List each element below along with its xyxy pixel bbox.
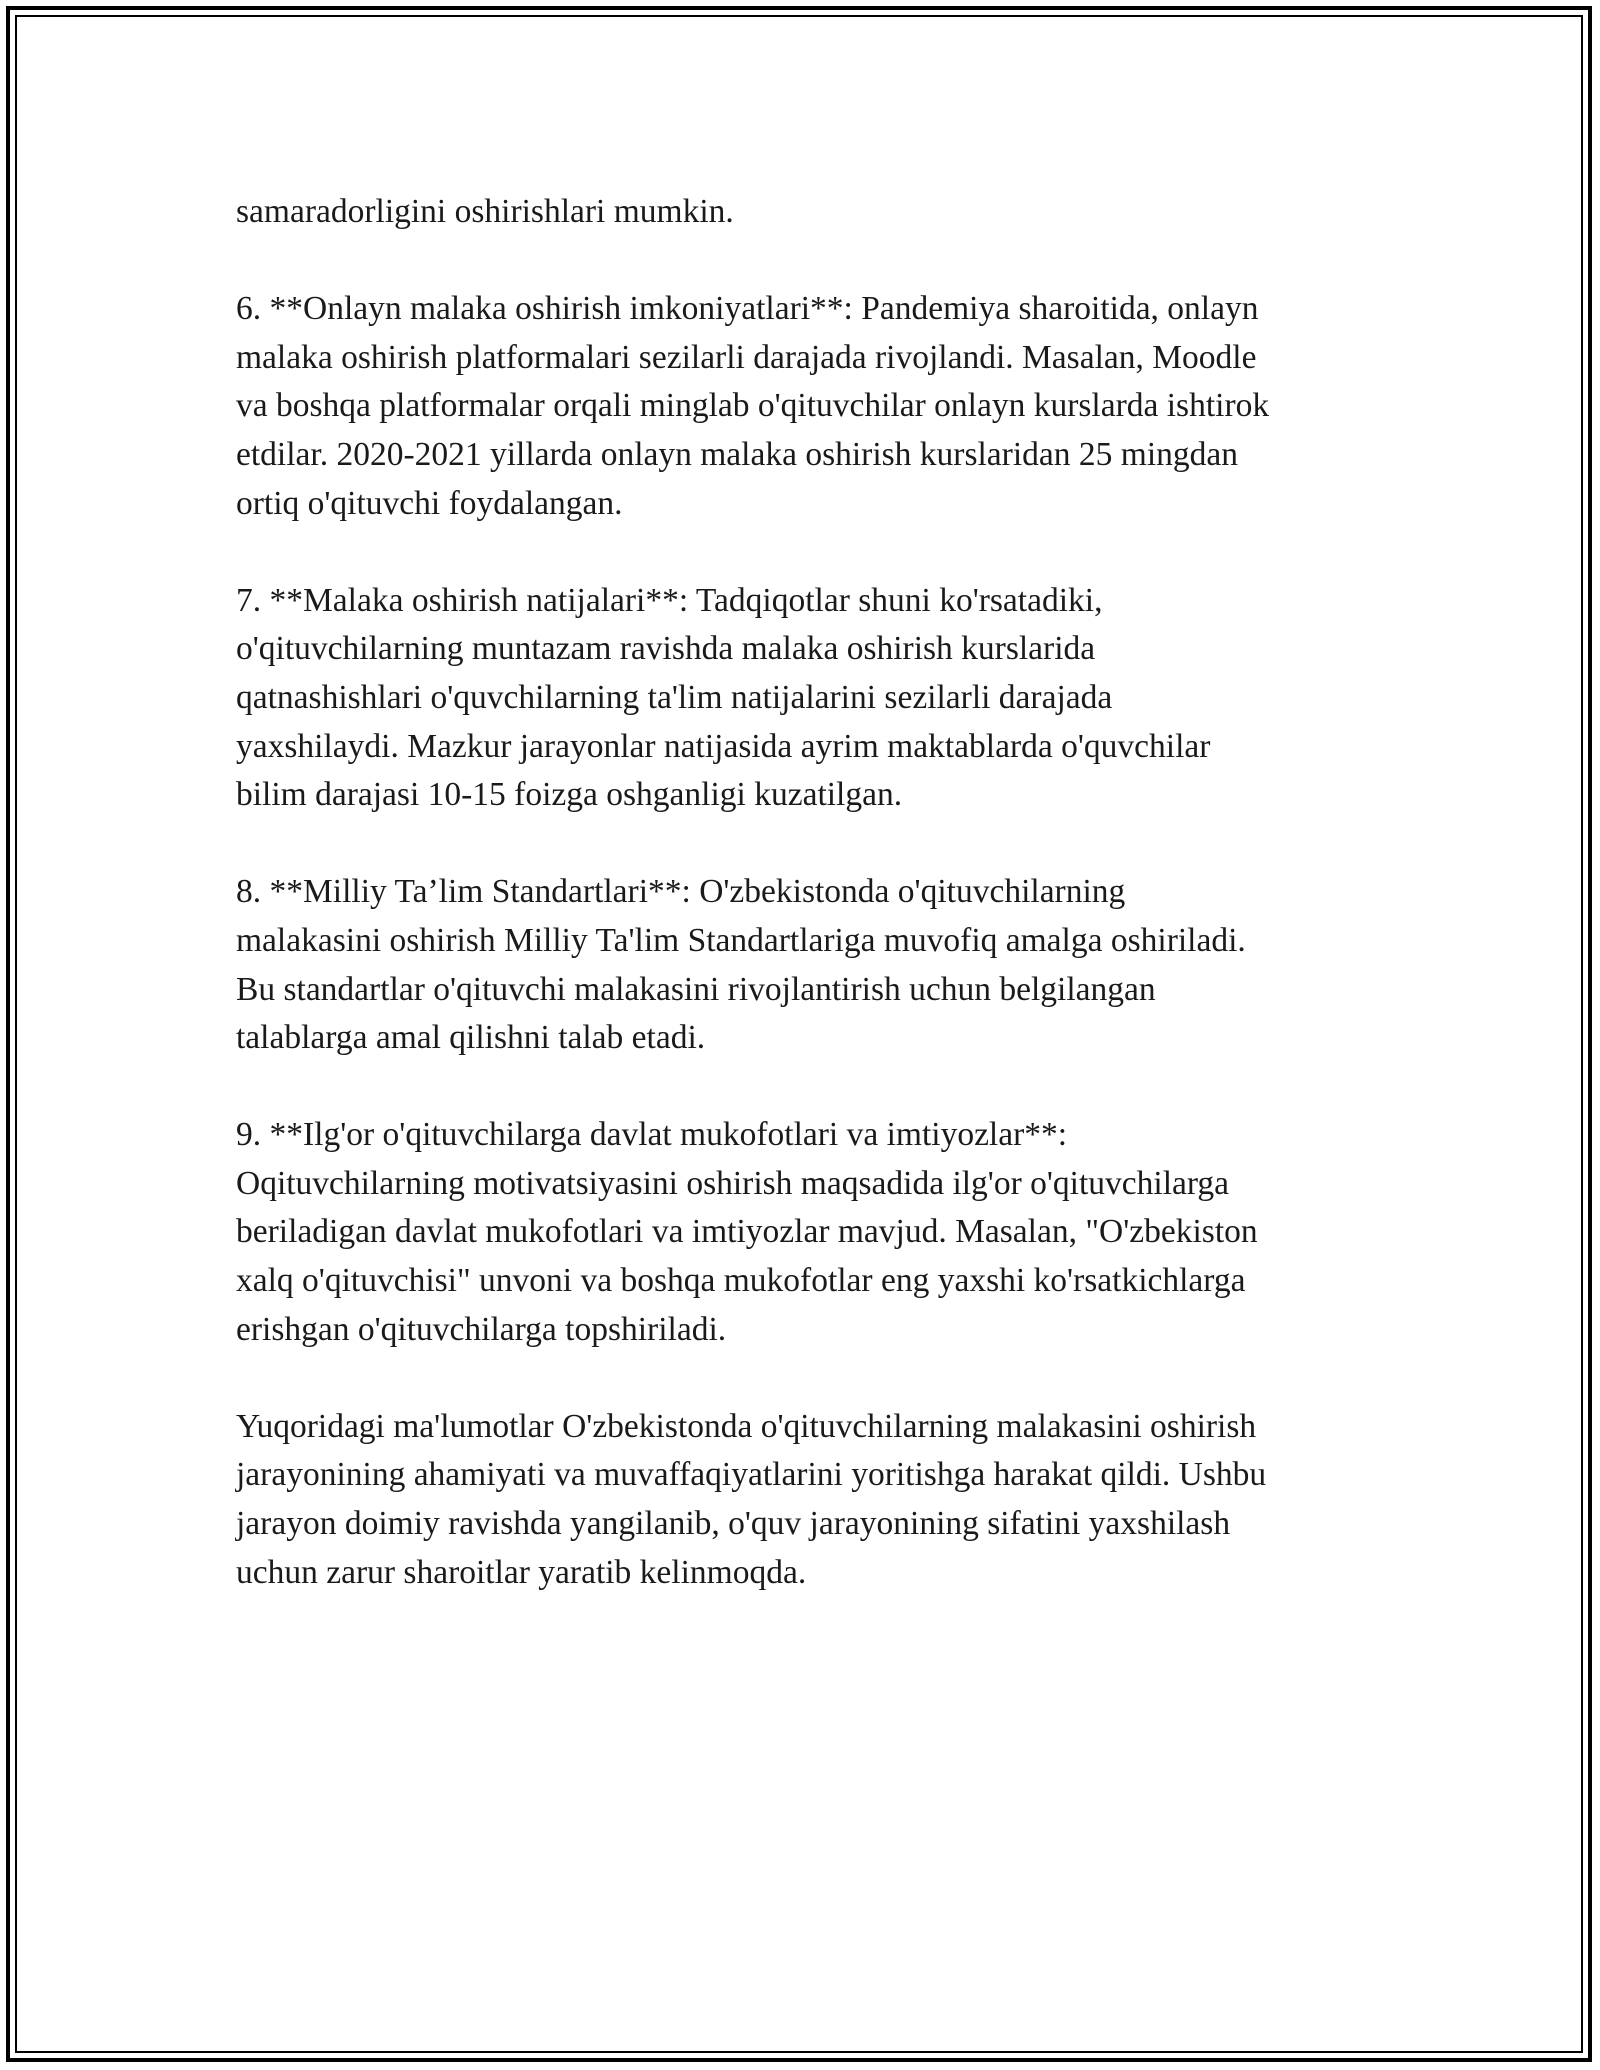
paragraph-item-8: 8. **Milliy Ta’lim Standartlari**: O'zbekistonda o'qituvchilarning malakasini oshirish Milliy Ta'lim Standartlariga muvofiq amalga oshiriladi. Bu standartlar o'qituvchi malakasini rivojlantirish uchun belgilangan talablarga amal qilishni talab etadi.	[236, 873, 1246, 1057]
paragraph-conclusion: Yuqoridagi ma'lumotlar O'zbekistonda o'qituvchilarning malakasini oshirish jarayonining ahamiyati va muvaffaqiyatlarini yoritishga harakat qildi. Ushbu jarayon doimiy ravishda yangilanib, o'quv jarayonining sifatini yaxshilash uchun zarur sharoitlar yaratib kelinmoqda.	[236, 1407, 1267, 1591]
paragraph-continuation: samaradorligini oshirishlari mumkin.	[236, 193, 734, 230]
paragraph-item-7: 7. **Malaka oshirish natijalari**: Tadqiqotlar shuni ko'rsatadiki, o'qituvchilarning muntazam ravishda malaka oshirish kurslarida qatnashishlari o'quvchilarning ta'lim natijalarini sezilarli darajada yaxshilaydi. Mazkur jarayonlar natijasida ayrim maktablarda o'quvchilar bilim darajasi 10-15 foizga oshganligi kuzatilgan.	[236, 581, 1211, 814]
document-body	[236, 188, 1366, 1646]
paragraph-item-6: 6. **Onlayn malaka oshirish imkoniyatlari**: Pandemiya sharoitida, onlayn malaka oshirish platformalari sezilarli darajada rivojlandi. Masalan, Moodle va boshqa platformalar orqali minglab o'qituvchilar onlayn kurslarda ishtirok etdilar. 2020-2021 yillarda onlayn malaka oshirish kurslaridan 25 mingdan ortiq o'qituvchi foydalangan.	[236, 290, 1270, 522]
paragraph-item-9: 9. **Ilg'or o'qituvchilarga davlat mukofotlari va imtiyozlar**: Oqituvchilarning motivatsiyasini oshirish maqsadida ilg'or o'qituvchilarga beriladigan davlat mukofotlari va imtiyozlar mavjud. Masalan, "O'zbekiston xalq o'qituvchisi" unvoni va boshqa mukofotlar eng yaxshi ko'rsatkichlarga erishgan o'qituvchilarga topshiriladi.	[236, 1116, 1258, 1348]
